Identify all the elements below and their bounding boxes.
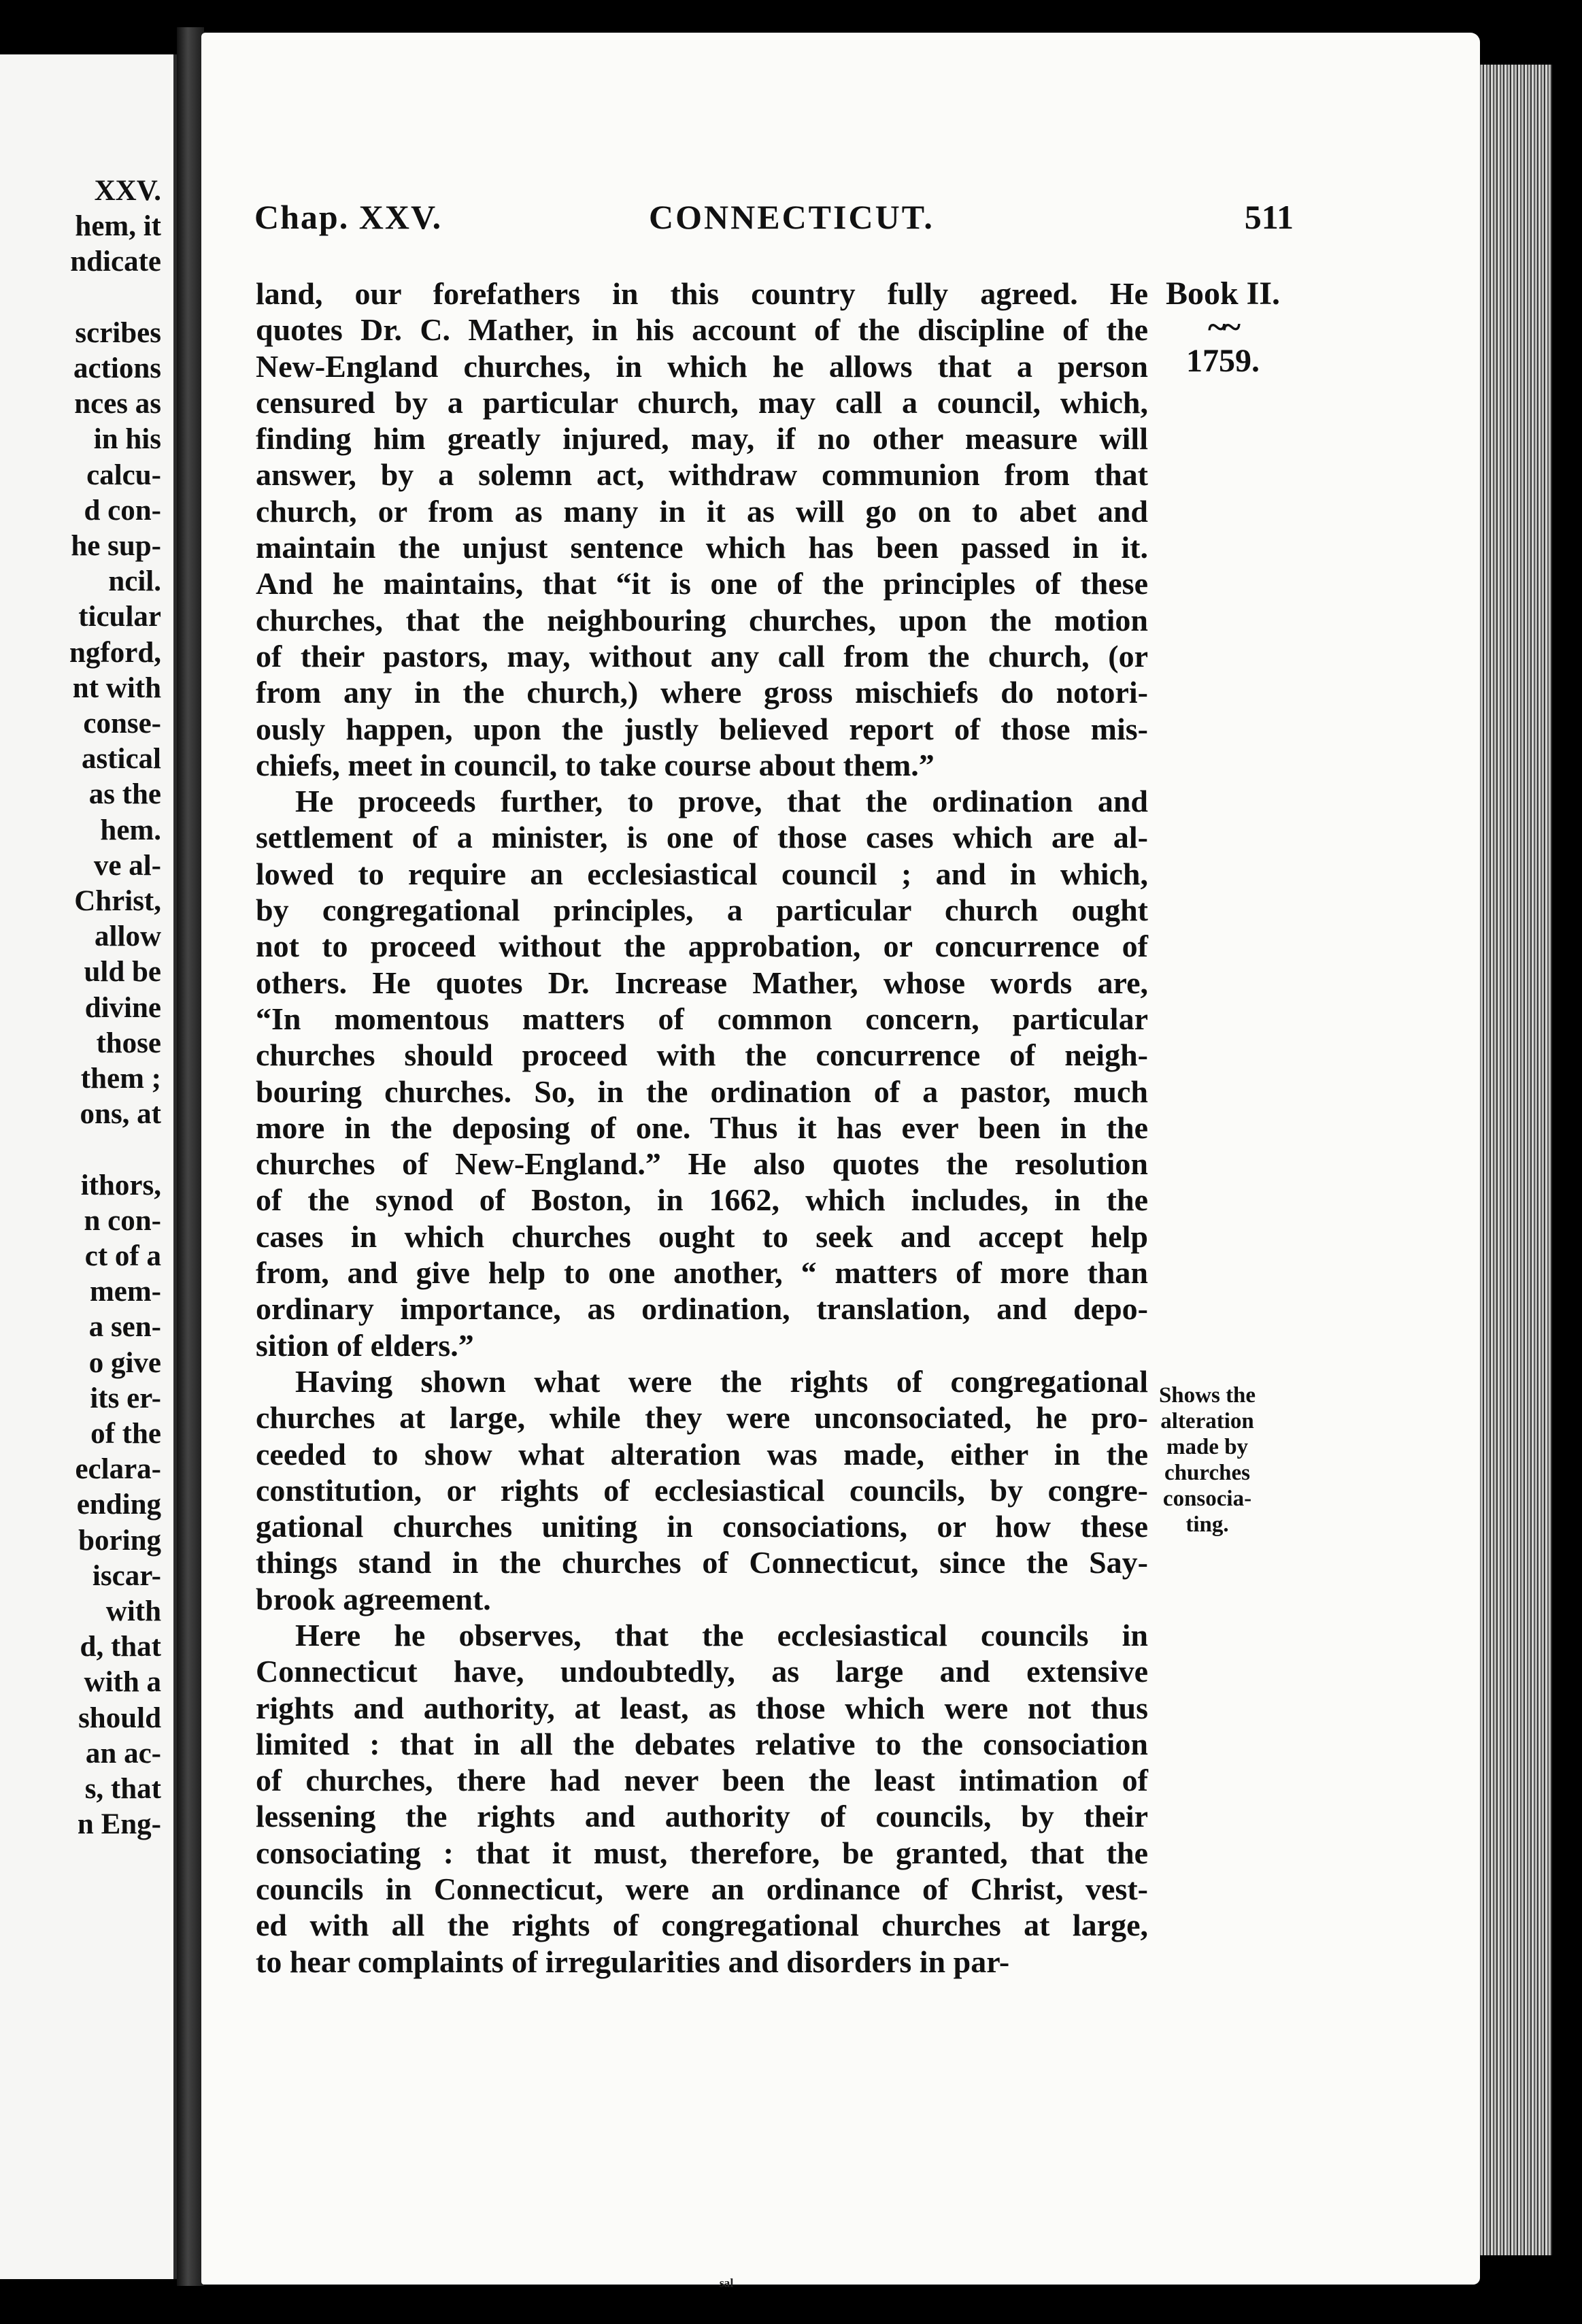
text-line: cases in which churches ought to seek and accept help — [256, 1218, 1148, 1254]
text-line: quotes Dr. C. Mather, in his account of the discipline of the — [256, 312, 1148, 348]
text-line: of the synod of Boston, in 1662, which includes, in the — [256, 1182, 1148, 1218]
facing-page-line: ons, at — [80, 1098, 161, 1131]
text-line: Connecticut have, undoubtedly, as large and extensive — [256, 1654, 1148, 1689]
facing-page-fragment — [0, 54, 178, 2279]
text-line: churches should proceed with the concurrence of neigh- — [256, 1038, 1148, 1073]
text-line: from any in the church,) where gross mischiefs do notori- — [256, 675, 1148, 710]
text-line: more in the deposing of one. Thus it has ever been in the — [256, 1110, 1148, 1145]
facing-page-line: ithors, — [80, 1169, 161, 1201]
facing-page-line: XXV. — [94, 175, 161, 207]
facing-page-line: boring — [78, 1524, 161, 1557]
facing-page-line: with a — [84, 1666, 161, 1699]
margin-book-note — [1162, 275, 1284, 380]
facing-page-line: hem, it — [75, 210, 161, 243]
text-line: others. He quotes Dr. Increase Mather, whose words are, — [256, 965, 1148, 1000]
running-header — [254, 197, 1294, 245]
facing-page-line: s, that — [84, 1773, 161, 1805]
facing-page-line: calcu- — [86, 459, 161, 491]
text-line: land, our forefathers in this country fully agreed. He — [256, 276, 1148, 311]
facing-page-line: its er- — [90, 1382, 161, 1414]
body-text — [256, 276, 1148, 1980]
facing-page-line: ndicate — [70, 246, 161, 278]
text-line: to hear complaints of irregularities and disorders in par- — [256, 1944, 1010, 1979]
page-number: 511 — [1244, 198, 1294, 236]
facing-page-line: n Eng- — [77, 1808, 161, 1841]
facing-page-line: ncil. — [108, 565, 161, 598]
text-line: from, and give help to one another, “ matters of more than — [256, 1255, 1148, 1291]
text-line: censured by a particular church, may call a council, which, — [256, 384, 1148, 420]
facing-page-line: astical — [81, 743, 161, 776]
text-line: churches at large, while they were unconsociated, he pro- — [256, 1400, 1148, 1435]
text-line: ceeded to show what alteration was made, either in the — [256, 1436, 1148, 1472]
facing-page-line: ve al- — [93, 849, 161, 882]
footer-mark: ˢᵃˡ — [720, 2275, 734, 2297]
text-line: He proceeds further, to prove, that the ordination and — [295, 784, 1148, 819]
text-line: answer, by a solemn act, withdraw communion from that — [256, 457, 1148, 493]
facing-page-line: a sen- — [88, 1311, 161, 1344]
facing-page-line: nt with — [72, 671, 161, 704]
text-line: lessening the rights and authority of councils, by their — [256, 1799, 1148, 1834]
swash-ornament: ~~ — [1207, 308, 1238, 346]
text-line: ously happen, upon the justly believed report of those mis- — [256, 711, 1148, 746]
facing-page-line: iscar- — [92, 1559, 161, 1592]
chapter-label: Chap. XXV. — [254, 198, 443, 236]
book-gutter — [177, 27, 204, 2286]
facing-page-line: o give — [88, 1346, 161, 1379]
text-line: by congregational principles, a particular church ought — [256, 893, 1148, 928]
book-label: Book II. — [1165, 276, 1281, 312]
facing-page-line: scribes — [75, 316, 161, 349]
facing-page-line: hem. — [100, 814, 161, 846]
facing-page-line: mem- — [89, 1276, 161, 1308]
facing-page-line: them ; — [80, 1063, 161, 1095]
text-line: churches of New-England.” He also quotes the resolution — [256, 1146, 1148, 1182]
facing-page-line: should — [78, 1702, 161, 1734]
text-line: ed with all the rights of congregational churches at large, — [256, 1908, 1148, 1943]
facing-page-line: d con- — [84, 494, 161, 527]
text-line: things stand in the churches of Connecticut, since the Say- — [256, 1545, 1148, 1580]
text-line: brook agreement. — [256, 1581, 491, 1616]
text-line: church, or from as many in it as will go on to abet and — [256, 493, 1148, 529]
facing-page-line: ct of a — [84, 1240, 161, 1272]
text-line: chiefs, meet in council, to take course about them.” — [256, 747, 935, 782]
facing-page-line: he sup- — [71, 530, 161, 562]
text-line: councils in Connecticut, were an ordinance of Christ, vest- — [256, 1872, 1148, 1907]
facing-page-line: an ac- — [85, 1737, 161, 1770]
text-line: settlement of a minister, is one of those cases which are al- — [256, 820, 1148, 855]
facing-page-line: eclara- — [75, 1453, 161, 1486]
facing-page-line: as the — [88, 778, 161, 811]
text-line: of their pastors, may, without any call from the church, (or — [256, 638, 1148, 674]
facing-page-line: of the — [90, 1418, 161, 1450]
text-line: of churches, there had never been the least intimation of — [256, 1763, 1148, 1798]
facing-page-line: ending — [76, 1489, 161, 1521]
text-line: constitution, or rights of ecclesiastical councils, by congre- — [256, 1472, 1148, 1508]
text-line: consociating : that it must, therefore, be granted, that the — [256, 1835, 1148, 1870]
text-line: New-England churches, in which he allows that a person — [256, 348, 1148, 384]
text-line: lowed to require an ecclesiastical council ; and in which, — [256, 856, 1148, 891]
margin-note: Shows the alteration made by churches consocia- ting. — [1158, 1383, 1256, 1537]
facing-page-line: actions — [73, 352, 161, 384]
text-line: Here he observes, that the ecclesiastical councils in — [295, 1617, 1148, 1653]
text-line: sition of elders.” — [256, 1327, 474, 1363]
text-line: finding him greatly injured, may, if no other measure will — [256, 421, 1148, 456]
facing-page-line: in his — [93, 423, 161, 456]
text-line: bouring churches. So, in the ordination of a pastor, much — [256, 1074, 1148, 1109]
facing-page-line: ngford, — [69, 636, 161, 669]
text-line: maintain the unjust sentence which has been passed in it. — [256, 530, 1148, 565]
facing-page-line: uld be — [84, 956, 161, 989]
text-line: ordinary importance, as ordination, translation, and depo- — [256, 1291, 1148, 1327]
text-line: limited : that in all the debates relative to the consociation — [256, 1726, 1148, 1761]
facing-page-line: ticular — [78, 601, 161, 633]
facing-page-line: with — [105, 1595, 161, 1627]
facing-page-line: allow — [95, 920, 161, 953]
text-line: “In momentous matters of common concern, particular — [256, 1001, 1148, 1036]
facing-page-line: n con- — [84, 1204, 161, 1237]
facing-page-line: conse- — [83, 708, 161, 740]
year-label: 1759. — [1186, 343, 1260, 379]
facing-page-line: those — [96, 1027, 161, 1059]
facing-page-line: nces as — [74, 388, 161, 420]
text-line: Having shown what were the rights of congregational — [295, 1363, 1148, 1399]
facing-page-line: divine — [84, 991, 161, 1024]
text-line: rights and authority, at least, as those which were not thus — [256, 1690, 1148, 1725]
text-line: churches, that the neighbouring churches, upon the motion — [256, 602, 1148, 637]
facing-page-line: d, that — [80, 1631, 161, 1663]
page-edges — [1477, 65, 1552, 2255]
text-line: And he maintains, that “it is one of the principles of these — [256, 566, 1148, 601]
page-title: CONNECTICUT. — [649, 198, 935, 236]
facing-page-line: Christ, — [74, 885, 161, 917]
text-line: not to proceed without the approbation, or concurrence of — [256, 929, 1148, 964]
text-line: gational churches uniting in consociations, or how these — [256, 1509, 1148, 1544]
